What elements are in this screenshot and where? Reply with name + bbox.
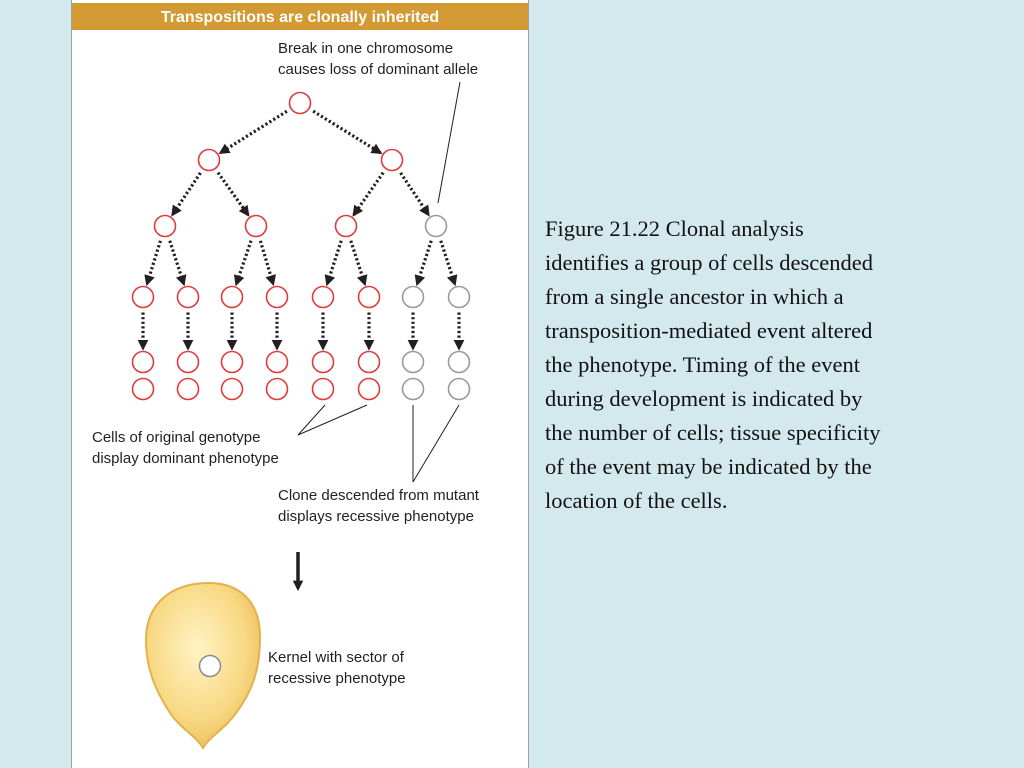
annotation-break-line-2: causes loss of dominant allele	[278, 61, 479, 78]
division-arrow-3-7	[441, 241, 455, 284]
dominant-cell-3-3	[267, 287, 288, 308]
division-arrow-3-1	[170, 241, 184, 284]
dominant-cell-5-5	[359, 379, 380, 400]
annotation-kernel-line-2: recessive phenotype	[268, 670, 406, 687]
dominant-cell-3-0	[133, 287, 154, 308]
annotation-break-line-1: Break in one chromosome	[278, 40, 454, 57]
recessive-cell-4-6	[403, 352, 424, 373]
recessive-cell-5-7	[449, 379, 470, 400]
dominant-cell-4-3	[267, 352, 288, 373]
dominant-cell-4-4	[313, 352, 334, 373]
dominant-cell-5-3	[267, 379, 288, 400]
annotation-clone-line-2: displays recessive phenotype	[278, 508, 474, 525]
recessive-sector	[200, 656, 221, 677]
dominant-cell-1-1	[382, 150, 403, 171]
recessive-cell-4-7	[449, 352, 470, 373]
recessive-cell-3-7	[449, 287, 470, 308]
recessive-cell-2-3	[426, 216, 447, 237]
division-arrow-1-1	[313, 111, 380, 153]
annotation-original-line-2: display dominant phenotype	[92, 450, 279, 467]
division-arrow-2-0	[172, 173, 200, 215]
division-arrow-3-2	[236, 241, 251, 285]
pointer-line-original-b	[298, 405, 367, 435]
dominant-cell-3-2	[222, 287, 243, 308]
recessive-cell-5-6	[403, 379, 424, 400]
dominant-cell-4-2	[222, 352, 243, 373]
figure-caption: Figure 21.22 Clonal analysis identifies a group of cells descended from a single ancestor in which a transposition-mediated event altered the phenotype. Timing of the event during development is indicated by the number of cells; tissue specificity of the event may be indicated by the location of the cells.	[545, 216, 881, 513]
division-arrow-2-1	[218, 173, 248, 215]
dominant-cell-5-2	[222, 379, 243, 400]
dominant-cell-4-0	[133, 352, 154, 373]
annotation-clone-line-1: Clone descended from mutant	[278, 487, 479, 504]
dominant-cell-4-5	[359, 352, 380, 373]
division-arrow-3-0	[147, 241, 160, 284]
dominant-cell-2-1	[246, 216, 267, 237]
dominant-cell-2-0	[155, 216, 176, 237]
division-arrow-3-6	[417, 241, 431, 284]
division-arrow-3-4	[327, 241, 341, 284]
division-arrow-3-3	[260, 241, 273, 284]
dominant-cell-3-4	[313, 287, 334, 308]
recessive-cell-3-6	[403, 287, 424, 308]
annotation-kernel-line-1: Kernel with sector of	[268, 649, 404, 666]
dominant-cell-3-5	[359, 287, 380, 308]
figure-title: Transpositions are clonally inherited	[160, 9, 440, 26]
dominant-cell-5-1	[178, 379, 199, 400]
cell-lineage-tree	[133, 93, 470, 400]
division-arrow-2-2	[354, 173, 383, 215]
pointer-line-break	[438, 82, 460, 203]
division-arrow-2-3	[401, 173, 429, 215]
dominant-cell-1-0	[199, 150, 220, 171]
dominant-cell-2-2	[336, 216, 357, 237]
pointer-line-clone-b	[413, 405, 459, 482]
pointer-line-original-a	[298, 405, 325, 435]
dominant-cell-5-4	[313, 379, 334, 400]
dominant-cell-4-1	[178, 352, 199, 373]
lineage-arrows	[143, 111, 459, 348]
annotation-original-line-1: Cells of original genotype	[92, 429, 261, 446]
dominant-cell-5-0	[133, 379, 154, 400]
division-arrow-1-0	[220, 111, 286, 153]
division-arrow-3-5	[351, 241, 365, 284]
dominant-cell-3-1	[178, 287, 199, 308]
dominant-cell-0-0	[290, 93, 311, 114]
